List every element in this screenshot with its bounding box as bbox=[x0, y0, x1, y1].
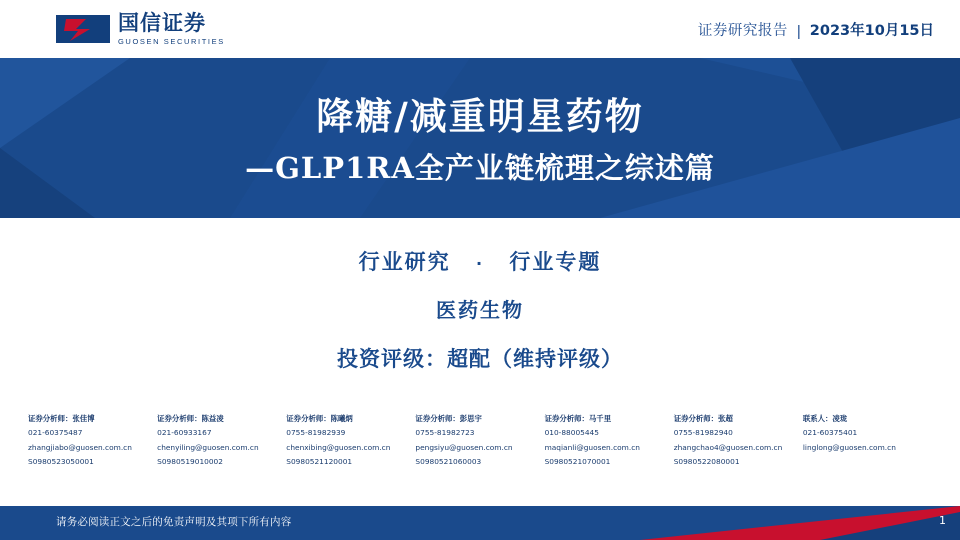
analyst-phone: 0755-81982940 bbox=[673, 428, 733, 438]
report-date: 2023年10月15日 bbox=[809, 22, 934, 39]
research-category: 行业研究 bbox=[358, 250, 451, 274]
analyst-name: 联系人：凌珑 bbox=[802, 414, 848, 423]
page-number: 1 bbox=[939, 514, 946, 527]
analyst-cert: S0980521060003 bbox=[415, 457, 482, 467]
analyst-email[interactable]: linglong@guosen.com.cn bbox=[802, 442, 896, 452]
page-header bbox=[0, 0, 960, 58]
analyst-cert: S0980523050001 bbox=[28, 457, 94, 467]
analyst-entry bbox=[545, 412, 674, 470]
brand-logo bbox=[56, 11, 225, 47]
analyst-cert: S0980521120001 bbox=[286, 457, 353, 467]
report-type-label: 证券研究报告 bbox=[697, 22, 788, 39]
analyst-name: 证券分析师：陈曦炳 bbox=[286, 414, 353, 423]
analyst-phone: 0755-81982939 bbox=[286, 428, 346, 438]
analyst-entry bbox=[674, 412, 803, 470]
analyst-entry bbox=[803, 412, 932, 470]
analyst-cert: S0980521070001 bbox=[544, 457, 611, 467]
analyst-entry bbox=[415, 412, 544, 470]
analyst-email[interactable]: zhangjiabo@guosen.com.cn bbox=[28, 442, 132, 452]
analyst-email[interactable]: maqianli@guosen.com.cn bbox=[544, 442, 640, 452]
analyst-entry bbox=[28, 412, 157, 470]
analyst-phone: 021-60933167 bbox=[157, 428, 212, 438]
page-subtitle: —GLP1RA全产业链梳理之综述篇 bbox=[245, 151, 715, 185]
header-separator: | bbox=[796, 22, 801, 40]
page-footer bbox=[0, 506, 960, 540]
brand-name-cn: 国信证券 bbox=[118, 10, 206, 35]
analyst-name: 证券分析师：张佳博 bbox=[28, 414, 95, 423]
analyst-entry bbox=[286, 412, 415, 470]
research-topic: 行业专题 bbox=[509, 250, 602, 274]
title-banner bbox=[0, 58, 960, 218]
industry-name: 医药生物 bbox=[436, 298, 524, 322]
research-category-line bbox=[0, 246, 960, 276]
investment-rating: 投资评级：超配（维持评级） bbox=[337, 347, 623, 371]
analyst-name: 证券分析师：张超 bbox=[673, 414, 733, 423]
analyst-cert: S0980522080001 bbox=[673, 457, 740, 467]
analyst-email[interactable]: chenyiling@guosen.com.cn bbox=[157, 442, 259, 452]
analyst-list bbox=[28, 412, 932, 470]
analyst-name: 证券分析师：彭思宇 bbox=[415, 414, 482, 423]
meta-dot-separator: · bbox=[475, 253, 485, 273]
header-meta bbox=[698, 19, 934, 40]
analyst-phone: 010-88005445 bbox=[544, 428, 599, 438]
brand-wordmark bbox=[118, 10, 225, 46]
footer-disclaimer: 请务必阅读正文之后的免责声明及其项下所有内容 bbox=[56, 516, 292, 528]
analyst-email[interactable]: pengsiyu@guosen.com.cn bbox=[415, 442, 513, 452]
analyst-name: 证券分析师：陈益凌 bbox=[157, 414, 224, 423]
analyst-name: 证券分析师：马千里 bbox=[544, 414, 612, 423]
report-meta-block bbox=[0, 218, 960, 373]
analyst-cert: S0980519010002 bbox=[157, 457, 223, 467]
guosen-logo-icon bbox=[56, 11, 110, 47]
analyst-phone: 0755-81982723 bbox=[415, 428, 475, 438]
brand-name-en: GUOSEN SECURITIES bbox=[118, 36, 225, 46]
analyst-email[interactable]: chenxibing@guosen.com.cn bbox=[286, 442, 391, 452]
page-title: 降糖/减重明星药物 bbox=[316, 95, 644, 138]
analyst-phone: 021-60375401 bbox=[802, 428, 858, 438]
analyst-entry bbox=[157, 412, 286, 470]
analyst-phone: 021-60375487 bbox=[28, 428, 83, 438]
analyst-email[interactable]: zhangchao4@guosen.com.cn bbox=[673, 442, 783, 452]
